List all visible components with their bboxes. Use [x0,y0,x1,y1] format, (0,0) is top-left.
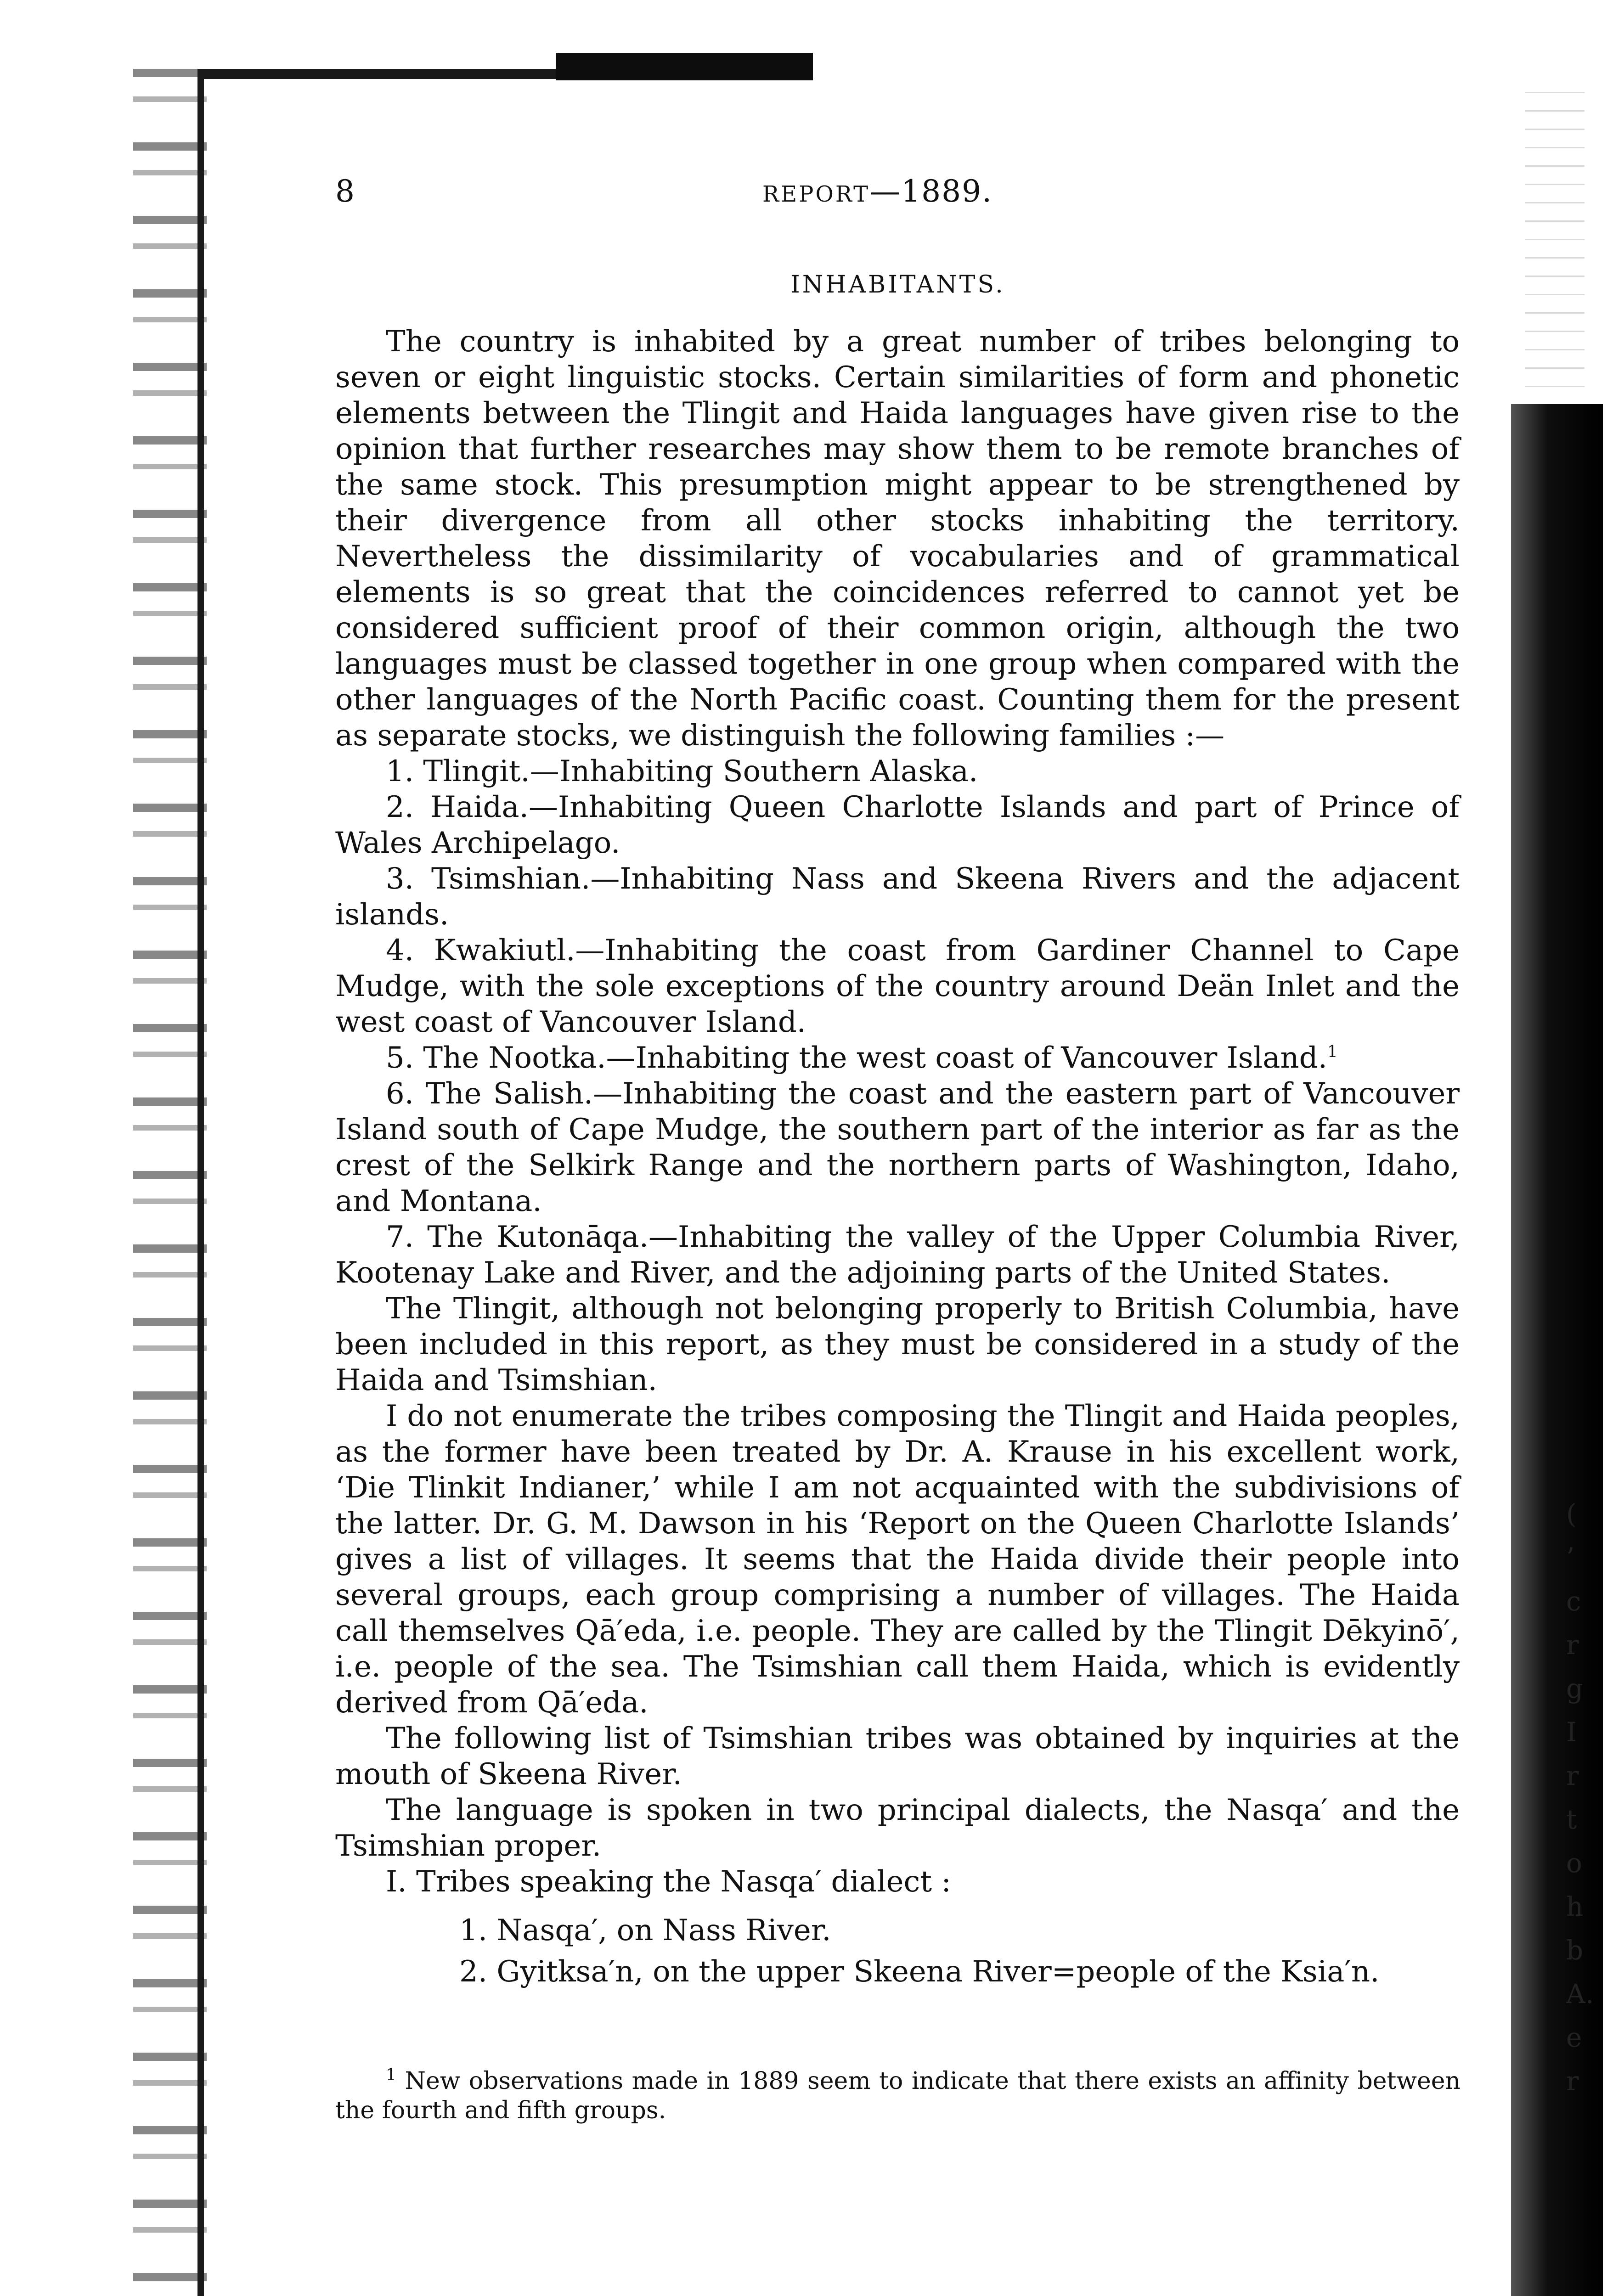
family-list-item: 2. Haida.—Inhabiting Queen Charlotte Islands and part of Prince of Wales Archipelago. [335,790,1460,860]
paragraph: The Tlingit, although not belonging properly to British Columbia, have been included in this report, as they must be considered in a study of the Haida and Tsimshian. [335,1292,1460,1397]
margin-fragment: o [1566,1847,1582,1879]
tribe-list-item: 2. Gyitksa′n, on the upper Skeena River=people of the Ksia′n. [459,1955,1380,1989]
top-scan-artifact [556,53,813,80]
footnote-text: New observations made in 1889 seem to indicate that there exists an affinity between the fourth and fifth groups. [335,2067,1460,2124]
margin-fragment: h [1566,1891,1584,1922]
running-head-word: REPORT [762,181,870,207]
binding-edge-artifact [133,69,207,2296]
body-text [335,324,1460,1992]
paragraph: I. Tribes speaking the Nasqa′ dialect : [386,1865,951,1899]
paragraph: The following list of Tsimshian tribes was obtained by inquiries at the mouth of Skeena River. [335,1722,1460,1791]
paragraph: The language is spoken in two principal dialects, the Nasqa′ and the Tsimshian proper. [335,1793,1460,1863]
family-list-item-text: 5. The Nootka.—Inhabiting the west coast of Vancouver Island. [386,1041,1327,1075]
family-list-item: 6. The Salish.—Inhabiting the coast and the eastern part of Vancouver Island south of Cape Mudge, the southern part of the interior as far as the crest of the Selkirk Range and the northern parts of Washington, Idaho, and Montana. [335,1077,1460,1218]
family-list-item: 4. Kwakiutl.—Inhabiting the coast from Gardiner Channel to Cape Mudge, with the sole exceptions of the country around Deän Inlet and the west coast of Vancouver Island. [335,934,1460,1039]
family-list-item: 7. The Kutonāqa.—Inhabiting the valley of the Upper Columbia River, Kootenay Lake and River, and the adjoining parts of the United States. [335,1220,1460,1290]
margin-fragment: b [1566,1935,1584,1966]
footnote-reference: 1 [1327,1042,1338,1062]
running-head-year: —1889. [870,174,993,209]
margin-fragment: r [1566,2065,1579,2097]
margin-fragment: I [1566,1716,1577,1748]
page-number: 8 [335,174,355,209]
tribe-list-item: 1. Nasqa′, on Nass River. [459,1913,831,1947]
family-list-item: 1. Tlingit.—Inhabiting Southern Alaska. [386,754,978,788]
footnote [335,2066,1460,2125]
section-title: INHABITANTS. [790,271,1005,298]
margin-fragment: r [1566,1629,1579,1660]
page-header [335,174,1460,210]
margin-fragment: e [1566,2022,1582,2053]
margin-fragment: r [1566,1760,1579,1791]
margin-fragment: g [1566,1673,1584,1704]
left-border-rule [197,69,204,2296]
facing-page-fragments [1566,1492,1603,2103]
margin-fragment: ’ [1566,1542,1575,1573]
right-edge-faint-artifact [1525,92,1585,404]
family-list-item: 3. Tsimshian.—Inhabiting Nass and Skeena Rivers and the adjacent islands. [335,862,1460,932]
paragraph: The country is inhabited by a great number of tribes belonging to seven or eight linguistic stocks. Certain similarities of form and phonetic elements between the Tlingit and Haida languages have given rise to the opinion that further researches may show them to be remote branches of the same stock. This presumption might appear to be strengthened by their divergence from all other stocks inhabiting the territory. Nevertheless the dissimilarity of vocabularies and of grammatical elements is so great that the coincidences referred to cannot yet be considered sufficient proof of their common origin, although the two languages must be classed together in one group when compared with the other languages of the North Pacific coast. Counting them for the present as separate stocks, we distinguish the following families :— [335,325,1460,753]
margin-fragment: t [1566,1804,1577,1835]
paragraph: I do not enumerate the tribes composing the Tlingit and Haida peoples, as the former have been treated by Dr. A. Krause in his excellent work, ‘Die Tlinkit Indianer,’ while I am not acquainted with the subdivisions of the latter. Dr. G. M. Dawson in his ‘Report on the Queen Charlotte Islands’ gives a list of villages. It seems that the Haida divide their people into several groups, each group comprising a number of villages. The Haida call themselves Qā′eda, i.e. people. They are called by the Tlingit Dēkyinō′, i.e. people of the sea. The Tsimshian call them Haida, which is evidently derived from Qā′eda. [335,1399,1460,1720]
margin-fragment: A. [1566,1978,1594,2009]
tribe-sublist [335,1910,1460,1992]
footnote-marker: 1 [386,2065,396,2085]
family-list-item [335,1040,1460,1076]
running-head [762,174,992,209]
margin-fragment: c [1566,1586,1581,1617]
margin-fragment: ( [1566,1498,1577,1530]
